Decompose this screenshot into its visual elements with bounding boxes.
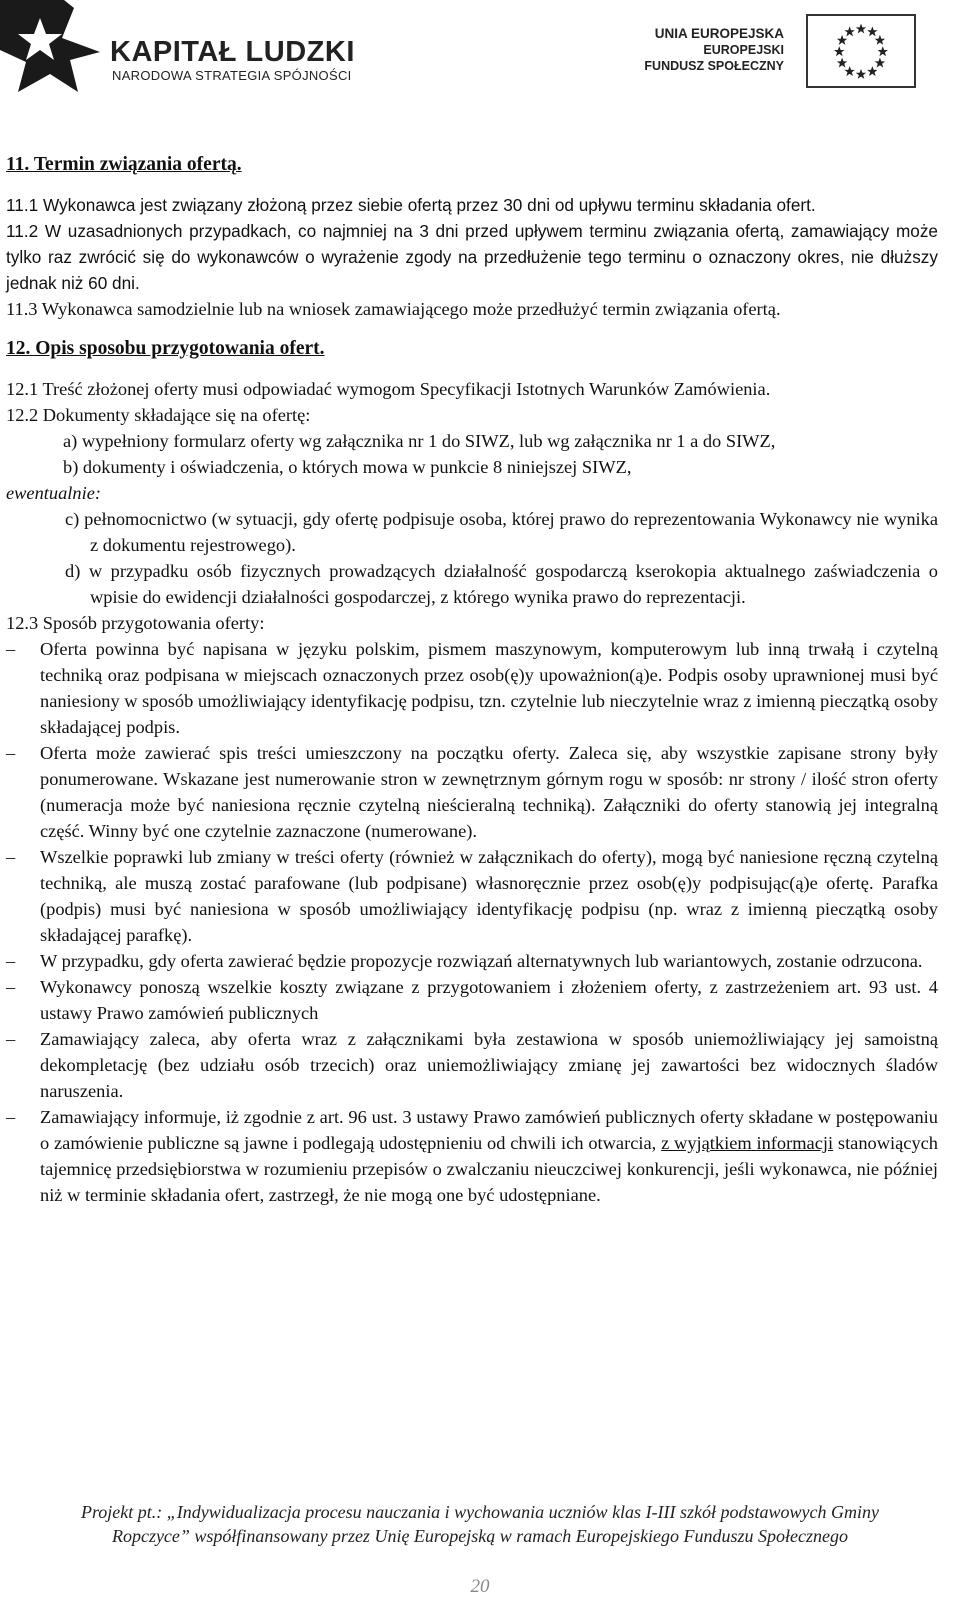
section-12-heading: 12. Opis sposobu przygotowania ofert. [6, 338, 325, 359]
eu-flag-icon [806, 14, 916, 88]
paragraph-11-2: 11.2 W uzasadnionych przypadkach, co najmniej na 3 dni przed upływem terminu związania ofertą, zamawiający może tylko raz zwrócić się do wykonawców o wyrażenie zgody na przedłużenie tego terminu o oznaczony okres, nie dłuższy jednak niż 60 dni. [6, 221, 938, 293]
paragraph-12-3: 12.3 Sposób przygotowania oferty: [6, 613, 265, 633]
page-number: 20 [470, 1576, 490, 1597]
eu-line1: UNIA EUROPEJSKA [654, 26, 784, 41]
eu-line2: EUROPEJSKI [703, 43, 784, 57]
item-12-2-c: c) pełnomocnictwo (w sytuacji, gdy ofertę podpisuje osoba, której prawo do reprezentowania Wykonawcy nie wynika z dokumentu rejestrowego). [65, 509, 938, 555]
bullet-3: – Wszelkie poprawki lub zmiany w treści oferty (również w załącznikach do oferty), mogą być naniesione ręczną czytelną techniką, ale muszą zostać parafowane (lub podpisane) własnoręcznie przez osob(ę)y podpisując(ą)e ofertę. Parafka (podpis) musi być naniesiona w sposób umożliwiający identyfikację podpisu (np. wraz z imienną pieczątką osoby składającej parafkę). [6, 844, 938, 948]
footer-line-2: Ropczyce” współfinansowany przez Unię Europejską w ramach Europejskiego Funduszu Społecznego [111, 1526, 849, 1546]
bullet-7-text-end: stanowiących tajemnicę przedsiębiorstwa w rozumieniu przepisów o zwalczaniu nieuczciwej konkurencji, jeśli wykonawca, nie później niż w terminie składania ofert, zastrzegł, że nie mogą one być udostępniane. [40, 1133, 938, 1205]
bullet-5: – Wykonawcy ponoszą wszelkie koszty związane z przygotowaniem i złożeniem oferty, z zastrzeżeniem art. 93 ust. 4 ustawy Prawo zamówień publicznych [6, 974, 938, 1026]
kapital-ludzki-subtitle: NARODOWA STRATEGIA SPÓJNOŚCI [112, 68, 352, 83]
bullet-7 [6, 1104, 938, 1208]
ewentualnie-label: ewentualnie: [6, 483, 101, 503]
bullet-7-text-start: Zamawiający informuje, iż zgodnie z art. 96 ust. 3 ustawy Prawo zamówień publicznych oferty składane w postępowaniu o zamówienie publiczne są jawne i podlegają udostępnieniu od chwili ich otwarcia, [40, 1107, 938, 1153]
kapital-ludzki-logo [0, 0, 380, 95]
page-header [0, 0, 960, 100]
bullet-4: – W przypadku, gdy oferta zawierać będzie propozycje rozwiązań alternatywnych lub wariantowych, zostanie odrzucona. [6, 948, 938, 974]
bullet-6: – Zamawiający zaleca, aby oferta wraz z załącznikami była zestawiona w sposób uniemożliwiający jej samoistną dekompletację (bez udziału osób trzecich) oraz uniemożliwiający zmianę jej zawartości bez widocznych śladów naruszenia. [6, 1026, 938, 1104]
paragraph-12-1: 12.1 Treść złożonej oferty musi odpowiadać wymogom Specyfikacji Istotnych Warunków Zamówienia. [6, 379, 771, 399]
item-12-2-d: d) w przypadku osób fizycznych prowadzących działalność gospodarczą kserokopia aktualnego zaświadczenia o wpisie do ewidencji działalności gospodarczej, z którego wynika prawo do reprezentacji. [65, 561, 938, 607]
kapital-ludzki-title: KAPITAŁ LUDZKI [110, 36, 355, 68]
paragraph-11-3: 11.3 Wykonawca samodzielnie lub na wniosek zamawiającego może przedłużyć termin związania ofertą. [6, 299, 781, 319]
project-footer [0, 1500, 960, 1548]
paragraph-12-2: 12.2 Dokumenty składające się na ofertę: [6, 405, 311, 425]
kapital-ludzki-star-icon [0, 0, 100, 92]
bullet-7-underlined: z wyjątkiem informacji [661, 1133, 834, 1153]
eu-fund-text [634, 26, 784, 74]
item-12-2-a: a) wypełniony formularz oferty wg załącznika nr 1 do SIWZ, lub wg załącznika nr 1 a do SIWZ, [63, 431, 776, 451]
document-body [6, 152, 938, 1208]
bullet-2: – Oferta może zawierać spis treści umieszczony na początku oferty. Zaleca się, aby wszystkie zapisane strony były ponumerowane. Wskazane jest numerowanie stron w zewnętrznym górnym rogu w sposób: nr strony / ilość stron oferty (numeracja może być naniesiona ręcznie czytelną nieścieralną techniką). Załączniki do oferty stanowią jej integralną część. Winny być one czytelnie zaznaczone (numerowane). [6, 740, 938, 844]
item-12-2-b: b) dokumenty i oświadczenia, o których mowa w punkcie 8 niniejszej SIWZ, [63, 457, 632, 477]
bullet-1: – Oferta powinna być napisana w języku polskim, pismem maszynowym, komputerowym lub inną trwałą i czytelną techniką oraz podpisana w miejscach oznaczonych przez osob(ę)y upoważnion(ą)e. Podpis osoby uprawnionej musi być naniesiony w sposób umożliwiający identyfikację podpisu, tzn. czytelnie lub nieczytelnie wraz z imienną pieczątką osoby składającej podpis. [6, 636, 938, 740]
paragraph-11-1: 11.1 Wykonawca jest związany złożoną przez siebie ofertą przez 30 dni od upływu terminu składania ofert. [6, 195, 816, 215]
footer-line-1: Projekt pt.: „Indywidualizacja procesu nauczania i wychowania uczniów klas I-III szkół podstawowych Gminy [80, 1502, 880, 1522]
section-11-heading: 11. Termin związania ofertą. [6, 154, 242, 175]
eu-line3: FUNDUSZ SPOŁECZNY [644, 59, 784, 73]
